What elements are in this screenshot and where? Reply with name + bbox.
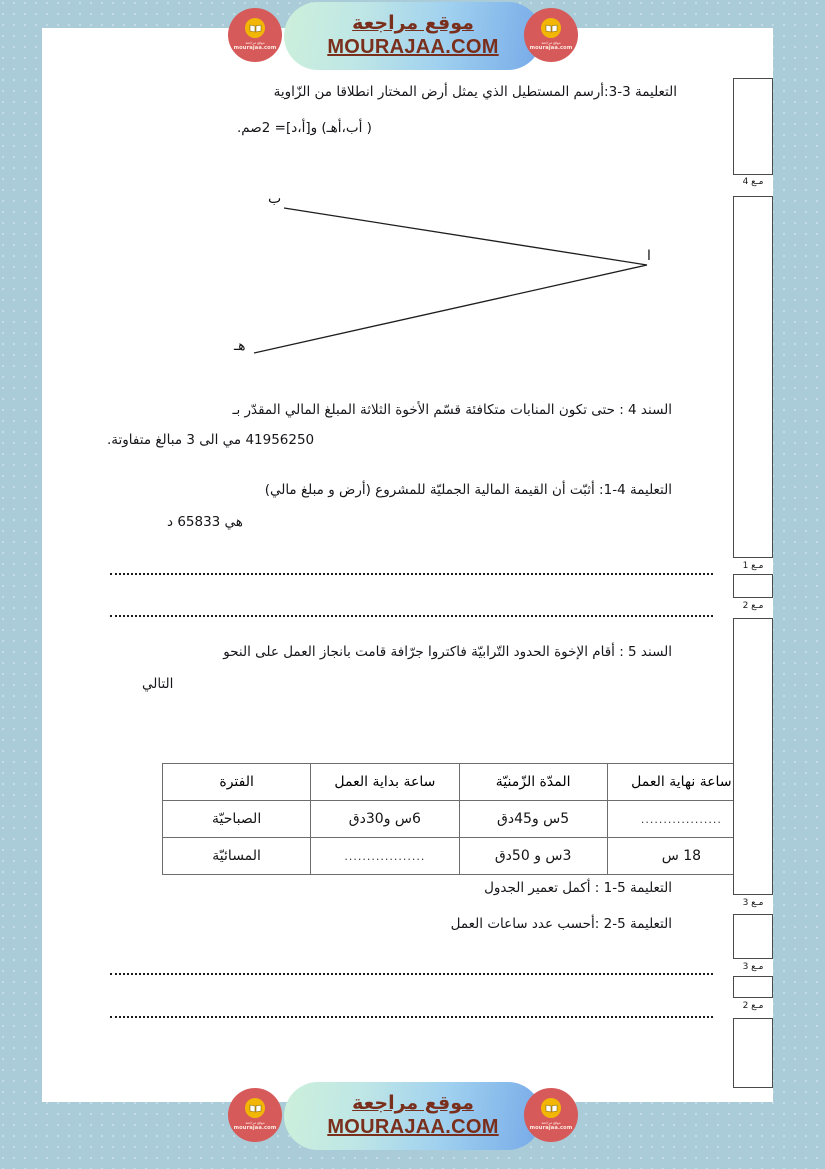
table-header-cell: المدّة الزّمنيّة [459,764,607,801]
instruction-5-2: التعليمة 5-2 :أحسب عدد ساعات العمل [450,916,672,932]
score-box[interactable] [733,618,773,895]
site-logo-icon [524,8,578,62]
table-cell-end-time-evening: 18 س [607,838,755,875]
score-box[interactable] [733,914,773,959]
score-box[interactable] [733,976,773,998]
book-icon [245,1098,265,1118]
banner-url[interactable]: MOURAJAA.COM [327,1115,499,1138]
work-schedule-table [162,763,756,875]
site-banner-bottom [228,1080,598,1152]
table-header-cell: الفترة [163,764,311,801]
instruction-4-1-line2: هي 65833 د [167,514,243,530]
score-box-label: مـع 2 [742,601,764,611]
score-box[interactable] [733,1018,773,1088]
score-box-label: مـع 3 [742,962,764,972]
table-cell-start-time-morning: 6س و30دق [311,801,459,838]
table-cell-period-morning: الصباحيّة [163,801,311,838]
table-row [163,801,756,838]
logo-caption-en: mourajaa.com [233,45,277,52]
answer-line[interactable] [110,615,713,619]
source-4-line1: السند 4 : حتى تكون المنابات متكافئة قسّم الأخوة الثلاثة المبلغ المالي المقدّر بـ [232,402,672,418]
worksheet-page [42,28,773,1102]
answer-line[interactable] [110,1016,713,1020]
answer-line[interactable] [110,573,713,577]
table-cell-duration-morning: 5س و45دق [459,801,607,838]
logo-caption-en: mourajaa.com [529,45,573,52]
logo-caption [530,1121,573,1132]
source-4-line2: 41956250 مي الى 3 مبالغ متفاوتة. [107,432,315,448]
banner-text [284,2,542,70]
site-logo-icon [228,8,282,62]
score-box[interactable] [733,78,773,175]
figure-label-h: هـ [234,338,246,354]
score-box-label: مـع 4 [742,177,764,187]
score-box-label: مـع 1 [742,561,764,571]
instruction-3-3-line1: التعليمة 3-3:أرسم المستطيل الذي يمثل أرض المختار انطلاقا من الزّاوية [273,84,677,100]
logo-caption-en: mourajaa.com [529,1125,573,1132]
table-header-row [163,764,756,801]
table-header-cell: ساعة بداية العمل [311,764,459,801]
site-logo-icon [524,1088,578,1142]
banner-text [284,1082,542,1150]
score-box[interactable] [733,196,773,558]
document-body [42,28,773,1102]
table-cell-period-evening: المسائيّة [163,838,311,875]
banner-title-ar: موقع مراجعة [352,1092,474,1115]
ray-to-h [254,265,647,353]
logo-caption-ar: موقع مراجعة [541,1121,561,1125]
figure-label-vertex-a: ا [647,248,651,264]
table-row [163,838,756,875]
book-icon [541,18,561,38]
logo-caption-ar: موقع مراجعة [245,1121,265,1125]
logo-caption-ar: موقع مراجعة [541,41,561,45]
source-5-line2: التالي [142,676,174,692]
table-cell-start-time-evening[interactable]: .................. [311,838,459,875]
score-margin-column [733,78,773,1088]
table-cell-duration-evening: 3س و 50دق [459,838,607,875]
score-box-label: مـع 2 [742,1001,764,1011]
score-box[interactable] [733,574,773,598]
source-5-line1: السند 5 : أقام الإخوة الحدود التّرابيّة فاكتروا جرّافة قامت بانجاز العمل على النحو [223,644,672,660]
angle-figure [192,188,692,383]
angle-figure-svg [192,188,692,383]
logo-caption [530,41,573,52]
instruction-4-1-line1: التعليمة 4-1: أثبّت أن القيمة المالية الجمليّة للمشروع (أرض و مبلغ مالي) [264,482,672,498]
answer-line[interactable] [110,973,713,977]
ray-to-b [284,208,647,265]
instruction-5-1: التعليمة 5-1 : أكمل تعمير الجدول [484,880,672,896]
logo-caption-ar: موقع مراجعة [245,41,265,45]
banner-title-ar: موقع مراجعة [352,12,474,35]
figure-label-b: ب [268,191,282,207]
table-header-cell: ساعة نهاية العمل [607,764,755,801]
table-cell-end-time-morning[interactable]: .................. [607,801,755,838]
banner-url[interactable]: MOURAJAA.COM [327,35,499,58]
instruction-3-3-line2: ( أب،أهـ) و[أ،د]= 2صم. [237,120,372,136]
book-icon [541,1098,561,1118]
logo-caption-en: mourajaa.com [233,1125,277,1132]
score-box-label: مـع 3 [742,898,764,908]
book-icon [245,18,265,38]
logo-caption [234,1121,277,1132]
site-banner-top [228,0,598,72]
logo-caption [234,41,277,52]
site-logo-icon [228,1088,282,1142]
